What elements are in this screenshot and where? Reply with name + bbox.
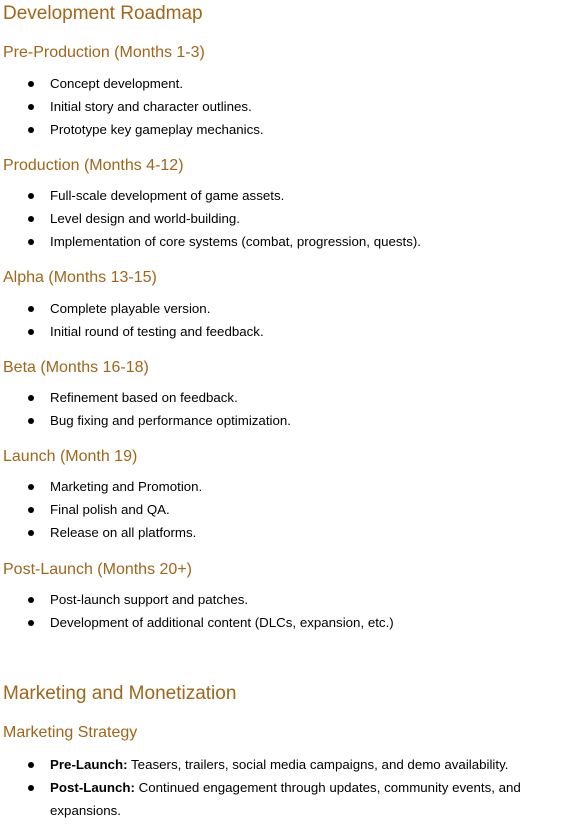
bullet-icon xyxy=(28,104,34,110)
list-item-pre-launch xyxy=(50,753,508,776)
bullet-icon xyxy=(28,216,34,222)
bullet-icon xyxy=(28,785,34,791)
list-item: Full-scale development of game assets. xyxy=(50,188,285,203)
list-item: Initial round of testing and feedback. xyxy=(50,324,264,339)
bullet-icon xyxy=(28,418,34,424)
roadmap-title: Development Roadmap xyxy=(3,3,203,24)
phase-heading-beta: Beta (Months 16-18) xyxy=(3,359,149,376)
list-item-post-launch xyxy=(50,776,570,822)
bullet-icon xyxy=(28,193,34,199)
list-item-label: Post-Launch: xyxy=(50,780,135,795)
list-item: Prototype key gameplay mechanics. xyxy=(50,122,264,137)
bullet-icon xyxy=(28,239,34,245)
phase-heading-launch: Launch (Month 19) xyxy=(3,448,138,465)
bullet-icon xyxy=(28,395,34,401)
bullet-icon xyxy=(28,127,34,133)
list-item: Marketing and Promotion. xyxy=(50,479,203,494)
bullet-icon xyxy=(28,329,34,335)
bullet-icon xyxy=(28,306,34,312)
bullet-icon xyxy=(28,597,34,603)
phase-heading-production: Production (Months 4-12) xyxy=(3,157,184,174)
list-item: Refinement based on feedback. xyxy=(50,390,238,405)
bullet-icon xyxy=(28,530,34,536)
bullet-icon xyxy=(28,620,34,626)
list-item: Implementation of core systems (combat, progression, quests). xyxy=(50,234,421,249)
list-item-label: Pre-Launch: xyxy=(50,757,128,772)
phase-heading-alpha: Alpha (Months 13-15) xyxy=(3,269,157,286)
list-item: Final polish and QA. xyxy=(50,502,170,517)
list-item: Release on all platforms. xyxy=(50,525,197,540)
phase-heading-pre-production: Pre-Production (Months 1-3) xyxy=(3,44,205,61)
bullet-icon xyxy=(28,81,34,87)
list-item-text: Continued engagement through updates, community events, and expansions. xyxy=(50,780,521,818)
list-item-text: Teasers, trailers, social media campaigns, and demo availability. xyxy=(127,757,509,772)
marketing-title: Marketing and Monetization xyxy=(3,683,237,704)
list-item: Development of additional content (DLCs, expansion, etc.) xyxy=(50,615,394,630)
list-item: Concept development. xyxy=(50,76,184,91)
bullet-icon xyxy=(28,762,34,768)
list-item: Level design and world-building. xyxy=(50,211,240,226)
marketing-strategy-heading: Marketing Strategy xyxy=(3,724,138,741)
bullet-icon xyxy=(28,507,34,513)
list-item: Initial story and character outlines. xyxy=(50,99,252,114)
list-item: Bug fixing and performance optimization. xyxy=(50,413,291,428)
bullet-icon xyxy=(28,484,34,490)
list-item: Complete playable version. xyxy=(50,301,211,316)
list-item: Post-launch support and patches. xyxy=(50,592,249,607)
phase-heading-post-launch: Post-Launch (Months 20+) xyxy=(3,561,192,578)
